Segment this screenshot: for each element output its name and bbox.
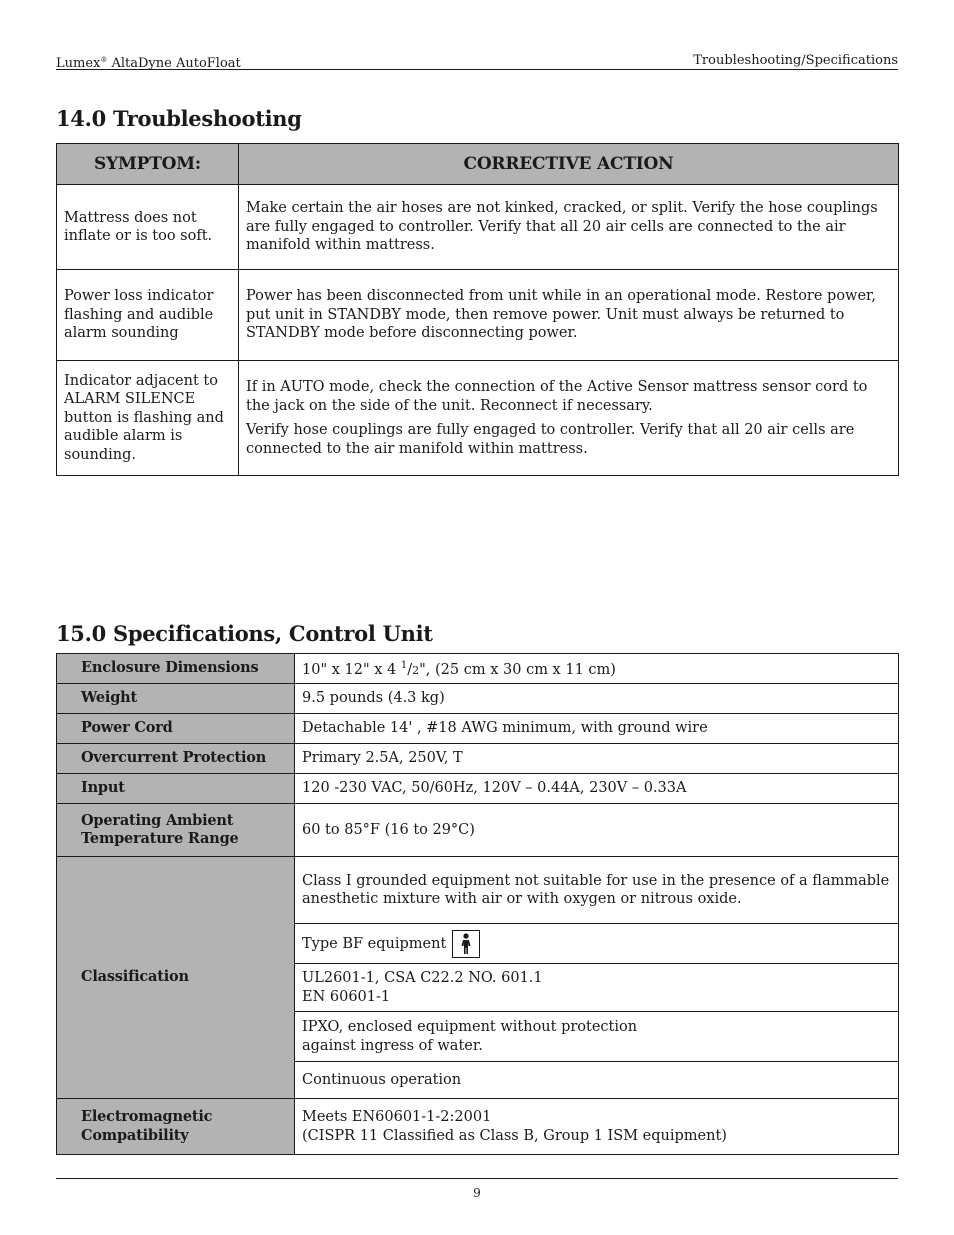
troubleshooting-header-row <box>57 144 899 185</box>
spec-label: Power Cord <box>57 714 295 744</box>
spec-value: Primary 2.5A, 250V, T <box>295 744 899 774</box>
table-row <box>57 270 899 361</box>
symptom-cell: Indicator adjacent to ALARM SILENCE button is flashing and audible alarm is sounding. <box>57 361 239 476</box>
spec-row-overcurrent <box>57 744 899 774</box>
fraction-half <box>400 659 420 678</box>
ipx-line: against ingress of water. <box>302 1037 483 1054</box>
standard-line: UL2601-1, CSA C22.2 NO. 601.1 <box>302 970 543 986</box>
dimension-text: 10" x 12" x 4 <box>302 661 401 678</box>
spec-label: Weight <box>57 684 295 714</box>
table-row <box>57 361 899 476</box>
spec-label-line: Temperature Range <box>81 830 239 847</box>
spec-value: Class I grounded equipment not suitable for use in the presence of a flammable anesthetic mixture with air or with oxygen or nitrous oxide. <box>295 857 899 924</box>
specifications-table <box>56 653 899 1155</box>
spec-value: 60 to 85°F (16 to 29°C) <box>295 804 899 857</box>
spec-label: Input <box>57 774 295 804</box>
spec-value: 120 -230 VAC, 50/60Hz, 120V – 0.44A, 230V – 0.33A <box>295 774 899 804</box>
spec-row-temperature <box>57 804 899 857</box>
spec-value <box>295 1099 899 1155</box>
action-text: Verify hose couplings are fully engaged to controller. Verify that all 20 air cells are connected to the air manifold within mattress. <box>246 422 855 457</box>
emc-line: (CISPR 11 Classified as Class B, Group 1 ISM equipment) <box>302 1127 727 1144</box>
standard-line: EN 60601-1 <box>302 988 391 1005</box>
spec-value: Detachable 14' , #18 AWG minimum, with ground wire <box>295 714 899 744</box>
action-cell <box>239 185 899 270</box>
specifications-title: 15.0 Specifications, Control Unit <box>56 621 433 646</box>
spec-value <box>295 654 899 684</box>
fraction-numerator: 1 <box>400 659 408 671</box>
spec-row-weight <box>57 684 899 714</box>
action-cell <box>239 361 899 476</box>
fraction-slash: / <box>407 661 413 678</box>
spec-label <box>57 1099 295 1155</box>
header-section-name: Troubleshooting/Specifications <box>693 53 898 68</box>
spec-value: Continuous operation <box>295 1062 899 1099</box>
spec-label: Enclosure Dimensions <box>57 654 295 684</box>
action-text: If in AUTO mode, check the connection of the Active Sensor mattress sensor cord to the jack on the side of the unit. Reconnect if necessary. <box>246 379 868 414</box>
action-cell <box>239 270 899 361</box>
registered-mark: ® <box>100 56 108 64</box>
dimension-text-metric: ", (25 cm x 30 cm x 11 cm) <box>419 661 616 678</box>
spec-label: Overcurrent Protection <box>57 744 295 774</box>
symptom-column-header: SYMPTOM: <box>57 144 239 185</box>
footer-rule <box>56 1178 898 1179</box>
emc-line: Meets EN60601-1-2:2001 <box>302 1109 492 1125</box>
fraction-denominator: 2 <box>412 663 420 677</box>
spec-row-emc <box>57 1099 899 1155</box>
person-figure-icon <box>453 931 479 957</box>
spec-row-enclosure <box>57 654 899 684</box>
spec-value <box>295 924 899 964</box>
symptom-cell: Mattress does not inflate or is too soft. <box>57 185 239 270</box>
spec-value <box>295 964 899 1012</box>
symptom-cell: Power loss indicator flashing and audible alarm sounding <box>57 270 239 361</box>
troubleshooting-title: 14.0 Troubleshooting <box>56 106 302 131</box>
page-header <box>56 52 898 70</box>
page-number: 9 <box>473 1186 481 1200</box>
spec-label-line: Electromagnetic <box>81 1108 213 1125</box>
spec-row-input <box>57 774 899 804</box>
ipx-line: IPXO, enclosed equipment without protection <box>302 1019 638 1035</box>
spec-value: 9.5 pounds (4.3 kg) <box>295 684 899 714</box>
troubleshooting-table <box>56 143 899 476</box>
corrective-action-column-header: CORRECTIVE ACTION <box>239 144 899 185</box>
spec-value <box>295 1012 899 1062</box>
spec-label-line: Operating Ambient <box>81 811 234 829</box>
spec-row-classification <box>57 857 899 924</box>
table-row <box>57 185 899 270</box>
type-bf-applied-part-icon <box>452 930 480 958</box>
header-brand: Lumex <box>56 56 101 71</box>
header-product-name <box>56 52 241 72</box>
action-text: Power has been disconnected from unit while in an operational mode. Restore power, put unit in STANDBY mode, then remove power. Unit must always be returned to STANDBY mode before disconnecting power. <box>246 288 876 342</box>
action-text: Make certain the air hoses are not kinked, cracked, or split. Verify the hose couplings are fully engaged to controller. Verify that all 20 air cells are connected to the air manifold within mattress. <box>246 200 878 254</box>
spec-label-line: Compatibility <box>81 1126 189 1144</box>
header-product: AltaDyne AutoFloat <box>107 56 241 71</box>
spec-label: Classification <box>57 857 295 1099</box>
spec-row-power-cord <box>57 714 899 744</box>
spec-label <box>57 804 295 857</box>
type-bf-text: Type BF equipment <box>302 935 447 952</box>
